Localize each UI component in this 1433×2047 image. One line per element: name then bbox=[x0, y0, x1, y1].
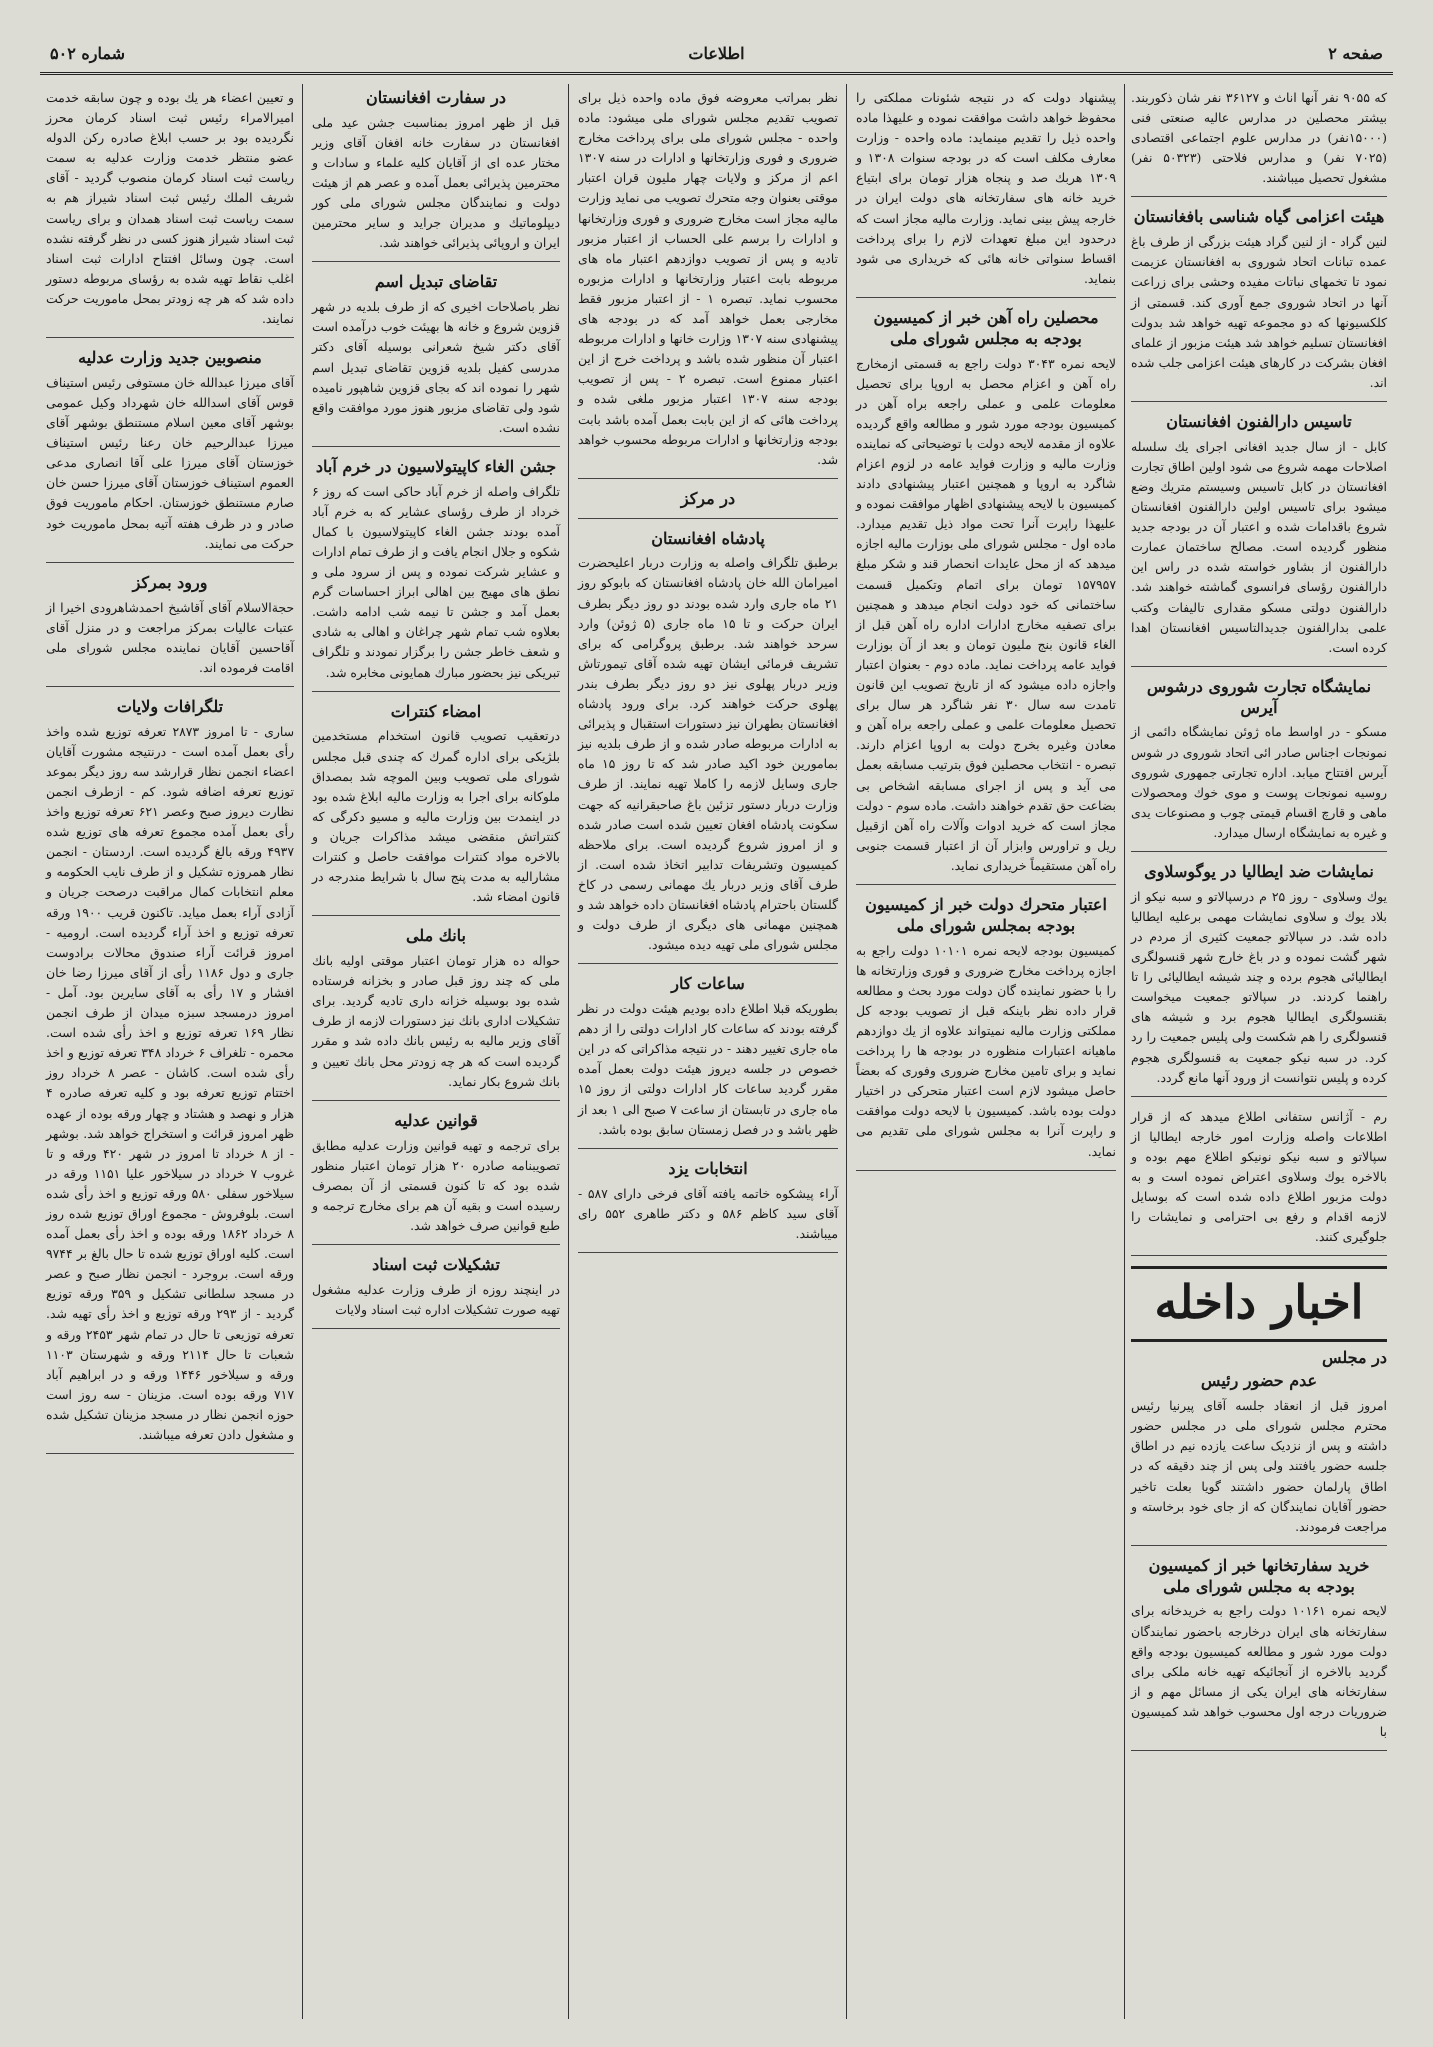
article bbox=[1131, 677, 1387, 852]
article-headline: عدم حضور رئیس bbox=[1200, 1371, 1318, 1391]
article-headline: نمایشات ضد ایطالیا در یوگوسلاوی bbox=[1144, 862, 1374, 881]
article-body: لایحه نمره ۱۰۱۶۱ دولت راجع به خریدخانه برای سفارتخانه های ایران درخارجه باحضور نمایندگان دولت مورد شور و مطالعه کمیسیون بودجه واقع گردید بالاخره از آنجائیکه تهیه خانه ملکی برای سفارتخانه های ایران یکی از مسائل مهم و از ضروریات درجه اول محسوب خواهد شد کمیسیون با bbox=[1131, 1603, 1387, 1739]
article-separator bbox=[312, 1244, 560, 1245]
article-headline: جشن الغاء کاپیتولاسیون در خرم آباد bbox=[315, 456, 557, 476]
article-body: برای ترجمه و تهیه قوانین وزارت عدلیه مطابق تصویبنامه صادره ۲۰ هزار تومان اعتبار منظور شده بود که تا کنون قسمتی از آن بمصرف رسیده است و بقیه آن هم برای مخارج ترجمه و طبع قوانین صرف خواهد شد. bbox=[312, 1137, 560, 1233]
article bbox=[578, 974, 838, 1148]
article-body: حجةالاسلام آقای آقاشیخ احمدشاهرودی اخیرا از عتبات عالیات بمرکز مراجعت و در منزل آقای آقاحسین آقایان نماینده مجلس شورای ملی اقامت فرموده اند. bbox=[46, 599, 294, 675]
article-body: پیشنهاد دولت که در نتیجه شئونات مملکتی را محفوظ خواهد داشت موافقت نموده و علیهذا ماده واحده ذیل را تقدیم مینماید: ماده واحده - وزارت معارف مکلف است که در بودجه سنوات ۱۳۰۸ و ۱۳۰۹ هربك صد و پنجاه هزار تومان برای ابتیاع خرید خانه های سفارتخانه های دولت ایران در خارجه پیش بینی نماید. وزارت مالیه مجاز است که درحدود این مبلغ تعهدات لازم را برای پرداخت اقساط سنواتی خانه هائی که خریداری می شود بنماید. bbox=[856, 90, 1116, 286]
article-body: تلگراف واصله از خرم آباد حاکی است که روز ۶ خرداد از طرف رؤسای عشایر که به خرم آباد آمده بودند جشن الغاء کاپیتولاسیون با کمال شکوه و جلال انجام یافت و از طرف تمام ادارات و عشایر شرکت نموده و پس از سرود ملی و نطق های مهیج بین اهالی ابراز احساسات گرم بعمل آمد و جشن تا نیمه شب ادامه داشت. بعلاوه شب تمام شهر چراغان و اهالی به شادی و شعف خاطر جشن را برگزار نمودند و تلگراف تبریکی نیز بحضور مبارك همایونی مخابره شد. bbox=[312, 483, 560, 680]
column-3 bbox=[572, 84, 844, 2019]
article bbox=[856, 88, 1116, 298]
article bbox=[312, 88, 560, 262]
article-body: حواله ده هزار تومان اعتبار موقتی اولیه بانك ملی که چند روز قبل صادر و بخزانه فرستاده شده بود بوسیله خزانه داری تادیه گردید. برای تشکیلات اداری بانك نیز دستورات لازمه از طرف آقای وزیر مالیه به رئیس بانك داده شد و مقرر گردیده است که هر چه زودتر محل بانك تعیین و بانك شروع بکار نماید. bbox=[312, 953, 560, 1089]
article bbox=[312, 1255, 560, 1329]
article-body: امروز قبل از انعقاد جلسه آقای پیرنیا رئیس محترم مجلس شورای ملی در مجلس حضور داشته و پس از نزدیک ساعت یازده نیم در اطاق جلسه حضور یافتند ولی پس از چند دقیقه که در اطاق پارلمان حضور داشتند گویا بعلت تاخیر حضور آقایان نمایندگان که از جای خود برخاسته و مراجعت فرمودند. bbox=[1131, 1398, 1387, 1534]
article-separator bbox=[578, 1252, 838, 1253]
article-headline: اعتبار متحرك دولت خبر از کمیسیون بودجه بمجلس شورای ملی bbox=[865, 894, 1107, 935]
article-separator bbox=[1131, 1545, 1387, 1546]
article bbox=[312, 457, 560, 692]
article-separator bbox=[1131, 851, 1387, 852]
section-label: در مجلس bbox=[1321, 1348, 1387, 1368]
article-separator bbox=[1131, 1096, 1387, 1097]
column-divider bbox=[568, 84, 569, 2019]
article-headline: در سفارت افغانستان bbox=[365, 88, 507, 107]
article-headline: تقاضای تبدیل اسم bbox=[374, 272, 498, 292]
article-body: قبل از ظهر امروز بمناسبت جشن عید ملی افغانستان در سفارت خانه افغان آقای وزیر مختار عده ای از آقایان کلیه علماء و سادات و محترمین پذیرائی بعمل آمده و عصر هم از هیئت دولت و نمایندگان مجلس شورای ملی کور دیپلوماتیك و مدیران جراید و سایر محترمین ایران و اروپائی پذیرائی خواهند شد. bbox=[312, 114, 560, 251]
article-headline: نمایشگاه تجارت شوروی درشوس آیرس bbox=[1146, 676, 1372, 717]
column-divider bbox=[302, 84, 303, 2019]
article bbox=[46, 697, 294, 1454]
article-separator bbox=[46, 337, 294, 338]
column-divider bbox=[846, 84, 847, 2019]
article-separator bbox=[312, 915, 560, 916]
article bbox=[312, 702, 560, 917]
article-separator bbox=[856, 884, 1116, 885]
article bbox=[1131, 207, 1387, 402]
article-separator bbox=[856, 297, 1116, 298]
article-body: بطوریکه قبلا اطلاع داده بودیم هیئت دولت در نظر گرفته بودند که ساعات کار ادارات دولتی را از دهم ماه جاری تغییر دهند - در نتیجه مذاکراتی که در این خصوص در جلسه دیروز هیئت دولت بعمل آمده مقرر گردید ساعات کار ادارات دولتی از روز ۱۵ ماه جاری در تابستان از ساعت ۷ صبح الی ۱ بعد از ظهر باشد و در فصل زمستان سابق بوده باشد. bbox=[578, 1001, 839, 1137]
article-body: درتعقیب تصویب قانون استخدام مستخدمین بلژیکی برای اداره گمرك که چندی قبل مجلس شورای ملی تصویب وبین الموچه شد بمصداق ملوکانه برای اجرا به وزارت مالیه ابلاغ شده بود در اینمدت بین وزارت مالیه و مسیو دکرگی که کنتراتش منقضی میشد مذاکرات جریان و بالاخره مواد کنترات موافقت حاصل و کنترات مشارالیه به مدت پنج سال با شرایط مندرجه در قانون امضاء شد. bbox=[312, 728, 560, 905]
article-separator bbox=[1131, 1255, 1387, 1256]
article-separator bbox=[1131, 1750, 1387, 1751]
article-separator bbox=[312, 261, 560, 262]
article-headline: پادشاه افغانستان bbox=[651, 528, 765, 548]
page-number: صفحه ۲ bbox=[1328, 44, 1383, 63]
section-banner: اخبار داخله bbox=[1131, 1266, 1387, 1342]
article-headline: تشکیلات ثبت اسناد bbox=[372, 1255, 500, 1274]
article-separator bbox=[578, 518, 838, 519]
article-body: آراء پیشکوه خاتمه یافته آقای فرخی دارای ۵۸۷ - آقای سید کاظم ۵۸۶ و دکتر طاهری ۵۵۲ رای میباشند. bbox=[578, 1185, 838, 1241]
article-body: یوك وسلاوی - روز ۲۵ م درسپالاتو و سبه نیکو از بلاد یوك و سلاوی نمایشات مهمی برعلیه ایطالیا داده شد. در سپالاتو جمعیت کثیری از مردم در شهر گشت نموده و در باغ خارج شهر قنسولگری ایطالیائی هجوم برده و چند شیشه ایطالیائی را تا راهنما کردند. در سپالاتو جمعیت میخواست بقنسولگری ایطالیا هجوم برد و شیشه های قنسولگری را هم شکست ولی پلیس جمعیت را رد کرد. در سبه نیکو جمعیت به قنسولگری هجوم کرده و پلیس نتوانست از ورود آنها مانع گردد. bbox=[1131, 888, 1387, 1085]
article-separator bbox=[46, 1453, 294, 1454]
article-separator bbox=[1131, 401, 1387, 402]
article-body: کمیسیون بودجه لایحه نمره ۱۰۱۰۱ دولت راجع به اجازه پرداخت مخارج ضروری و فوری وزارتخانه ها را با حضور نماینده گان دولت مورد بحث و مطالعه قرار داده نظر باینکه قبل از تصویب بودجه کل مملکتی وزارت مالیه نمیتواند علاوه از یك دوازدهم ماهیانه اعتبارات منظوره در بودجه ها را پرداخت نماید و برای تامین مخارج ضروری وفوری که بعضاً حاصل میشود لازم است اعتبار متحرکی در اختیار دولت بوده باشد. کمیسیون با لایحه دولت موافقت و راپرت آنرا به مجلس شورای ملی تقدیم می نماید. bbox=[856, 942, 1116, 1159]
article-body: لنین گراد - از لنین گراد هیئت بزرگی از طرف باغ عمده تبانات اتحاد شوروی به افغانستان عزیمت نمود تا تخمهای نباتات مفیده وحشی برای زراعت آنها در اتحاد شوروی جمع آوری کند. قسمتی از کلکسیونها که دو مجموعه تهیه خواهد شد بدولت افغانستان تسلیم خواهد شد هیئت مزبور از علمای افغان بشرکت در کارهای هیئت اعزامی جلب شده اند. bbox=[1131, 234, 1387, 390]
article bbox=[856, 308, 1116, 885]
article-separator bbox=[578, 963, 838, 964]
article bbox=[1131, 412, 1387, 667]
article-headline: محصلین راه آهن خبر از کمیسیون بودجه به مجلس شورای ملی bbox=[873, 307, 1099, 348]
article-headline: خرید سفارتخانها خبر از کمیسیون بودجه به مجلس شورای ملی bbox=[1148, 1555, 1370, 1596]
article-headline: ساعات کار bbox=[671, 974, 745, 994]
article-separator bbox=[312, 1100, 560, 1101]
article bbox=[46, 348, 294, 563]
article-separator bbox=[856, 1170, 1116, 1171]
article-body: رم - آژانس ستفانی اطلاع میدهد که از قرار اطلاعات واصله وزارت امور خارجه ایطالیا از سپالاتو و سبه نیکو نونیکو اطلاع مهم بوده و بالاخره یوك وسلاوی اعتراض نموده است و به دولت مزبور اطلاع داده شده است که بوسایل لازمه اقدام و رفع بی احترامی و نمایشات را جلوگیری کنند. bbox=[1131, 1108, 1387, 1245]
article-headline: در مرکز bbox=[680, 488, 736, 508]
article-body: و تعیین اعضاء هر یك بوده و چون سابقه خدمت امیرالامراء رئیس ثبت اسناد کرمان محرز نگردیده بود بر حسب ابلاغ صادره رکن الدوله عضو منتظر خدمت وزارت عدلیه به سمت ریاست ثبت اسناد کرمان منصوب گردید - آقای شریف الملك رئیس ثبت اسناد شیراز هم به سمت ریاست ثبت اسناد همدان و برای ریاست ثبت اسناد شیراز هنوز کسی در نظر گرفته نشده است. چون وسائل افتتاح ادارات ثبت اسناد اغلب نقاط تهیه شده به رؤسای مربوطه دستور داده شد که هر چه زودتر بمحل ماموریت حرکت نمایند. bbox=[46, 90, 294, 327]
article-separator bbox=[578, 1148, 838, 1149]
article bbox=[1131, 1107, 1387, 1257]
article-body: در اینچند روزه از طرف وزارت عدلیه مشغول تهیه صورت تشکیلات اداره ثبت اسناد ولایات bbox=[312, 1281, 560, 1317]
article-body: نظر بمراتب معروضه فوق ماده واحده ذیل برای تصویب تقدیم مجلس شورای ملی میشود: ماده واحده - مجلس شورای ملی برای پرداخت مخارج ضروری و فوری وزارتخانها و ادارات در سنه ۱۳۰۷ اعم از مرکز و ولایات چهار ملیون قران اعتبار موقتی بعنوان وجه متحرك تصویب می نماید وزارت مالیه مجاز است مخارج ضروری و فوری وزارتخانها و ادارات را برسم علی الحساب از اعتبار مزبور تادیه و پس از تصویب دوازدهم اعتبار ماه های مربوطه بابت اعتبار وزارتخانها و ادارات مزبوره محسوب نماید. تبصره ۱ - از اعتبار مزبور فقط مخارجی بعمل خواهد آمد که در بودجه های پیشنهادی سنه ۱۳۰۷ وزارت خانها و ادارات مربوطه اعتبار آن منظور شده باشد و پرداخت خرج از این اعتبار ممنوع است. تبصره ۲ - پس از تصویب بودجه سنه ۱۳۰۷ اعتبار مزبور ملغی شده و پرداخت هائی که از این بابت بعمل آمده باشد بابت بودجه وزارتخانها و ادارات مربوطه محسوب خواهد شد. bbox=[578, 90, 839, 467]
article bbox=[312, 1111, 560, 1245]
article bbox=[578, 489, 838, 519]
article bbox=[1131, 1556, 1387, 1751]
newspaper-name: اطلاعات bbox=[688, 44, 745, 63]
article-headline: امضاء کنترات bbox=[390, 701, 482, 721]
article bbox=[46, 88, 294, 338]
article-body: برطبق تلگراف واصله به وزارت دربار اعلیحضرت امیرامان الله خان پادشاه افغانستان که بابوکو روز ۲۱ ماه جاری وارد شده بودند دو روز دیگر بطرف ایران حرکت و تا ۱۵ ماه جاری (۵ ژوئن) وارد سرحد خواهند شد. برطبق پروگرامی که برای تشریف فرمائی ایشان تهیه شده آقای تیمورتاش وزیر دربار پهلوی نیز دو روز دیگر بطرف بندر پهلوی حرکت خواهند کرد. برای ورود پادشاه افغانستان بطهران نیز دستورات استقبال و پذیرائی به ادارات مربوطه صادر شده و از طرف بلدیه نیز بمامورین خود اکید صادر شد که تا روز ۱۵ ماه جاری وسایل لازمه را کاملا تهیه نمایند. از طرف وزارت دربار دستور تزئین باغ صاحبقرانیه که جهت سکونت پادشاه افغان تعیین شده است صادر شده و از امروز شروع گردیده است. برای ملاحظه کمیسیون وتشریفات تدابیر اتخاذ شده است. از طرف آقای وزیر دربار یك مهمانی رسمی در کاخ گلستان باحترام پادشاه افغانستان داده خواهد شد و همچنین مهمانی های دیگری از طرف دولت و مجلس شورای ملی تهیه دیده میشود. bbox=[578, 555, 839, 953]
issue-number: شماره ۵۰۲ bbox=[50, 44, 125, 63]
article bbox=[312, 926, 560, 1100]
article-separator bbox=[46, 562, 294, 563]
article-body: آقای میرزا عبدالله خان مستوفی رئیس استیناف قوس آقای اسدالله خان شهرداد وکیل عمومی بوشهر آقای معین اسلام مستنطق بوشهر آقای میرزا عبدالرحیم خان رعنا رئیس استیناف خوزستان آقای میرزا علی آقا انصاری مدعی العموم استیناف خوزستان آقای میرزا حسن خان صارم مستنطق خوزستان. احکام ماموریت فوق صادر و در ظرف هفته آتیه بمحل ماموریت خود حرکت می نمایند. bbox=[46, 374, 294, 551]
article-headline: انتخابات یزد bbox=[668, 1158, 748, 1178]
header-rule bbox=[40, 72, 1393, 75]
column-4 bbox=[306, 84, 566, 2019]
column-5 bbox=[40, 84, 300, 2019]
article bbox=[856, 895, 1116, 1171]
article bbox=[578, 1159, 838, 1253]
article-headline: هیئت اعزامی گیاه شناسی بافغانستان bbox=[1133, 207, 1385, 227]
article bbox=[578, 88, 838, 479]
article-headline: ورود بمرکز bbox=[132, 572, 208, 592]
article bbox=[1131, 862, 1387, 1097]
article-body: مسکو - در اواسط ماه ژوئن نمایشگاه دائمی از نمونجات اجناس صادر ائی اتحاد شوروی در شوس آیرس افتتاح میابد. اداره تجارتی جمهوری شوروی روسیه نمونجات پوست و موی خوك ومحصولات ماهی و قارچ اقسام قیمتی چوب و مصنوعات یدی و غیره به نمایشگاه ارسال میدارد. bbox=[1131, 724, 1387, 840]
article-body: نظر باصلاحات اخیری که از طرف بلدیه در شهر قزوین شروع و خانه ها بهیئت خوب درآمده است آقای دکتر شیخ شعرانی بوسیله آقای دکتر مدرسی کفیل بلدیه قزوین تقاضای تبدیل اسم شهر را نموده اند که بجای قزوین شاهپور نامیده شود ولی تقاضای مزبور هنوز مورد موافقت واقع نشده است. bbox=[312, 299, 560, 435]
article bbox=[1131, 1371, 1387, 1545]
article-headline: تلگرافات ولایات bbox=[116, 696, 224, 716]
article-headline: منصوبین جدید وزارت عدلیه bbox=[78, 348, 262, 368]
article bbox=[46, 573, 294, 687]
article-separator bbox=[312, 691, 560, 692]
article-headline: تاسیس دارالفنون افغانستان bbox=[1166, 412, 1352, 432]
article-body: ساری - تا امروز ۲۸۷۳ تعرفه توزیع شده واخذ رأی بعمل آمده است - درنتیجه مشورت آقایان اعضاء انجمن نظار قرارشد سه روز دیگر بموعد توزیع تعرفه اضافه شود. کم - ازطرف انجمن نظارت دیروز صبح وعصر ۶۲۱ تعرفه توزیع واخذ رأی بعمل آمده مجموع تعرفه های توزیع شده ۴۹۳۷ ورقه بالغ گردیده است. اردستان - انجمن نظار همروزه تشکیل و از طرف نایب الحکومه و معلم انتخابات کمال مراقبت درصحت جریان و آزادی آراء بعمل میاید. تاکنون قریب ۱۹۰۰ ورقه تعرفه توزیع و اخذ آراء گردیده است. ارومیه - امروز قرائت آراء صندوق محالات برادوست جاری و دول ۱۱۸۶ رأی از آقای میرزا رضا خان افشار و ۱۷ رأی به آقای سایرین بود. آمل - امروز درمسجد سبزه میدان از طرف انجمن نظار ۱۶۹ تعرفه توزیع و اخذ رأی شده است. محمره - تلغراف ۶ خرداد ۳۴۸ تعرفه توزیع و اخذ رأی شده است. کاشان - عصر ۸ خرداد روز اختتام توزیع تعرفه بود و کلیه تعرفه صادره ۴ هزار و نهصد و هشتاد و چهار ورقه بوده از عهده ظهر امروز قرائت و استخراج خواهد شد. بوشهر - از ۸ خرداد تا امروز در شهر ۴۲۰ ورقه و تا غروب ۷ خرداد در سیلاخور علیا ۱۱۵۱ ورقه در سیلاخور سفلی ۵۸۰ ورقه توزیع و اخذ رأی شده است. بلوفروش - مجموع اوراق توزیع شده روز ۸ خرداد ۱۸۶۲ ورقه بوده و اخذ رأی بعمل آمده است. کلیه اوراق توزیع شده تا حال بالغ بر ۹۷۴۴ ورقه است. بروجرد - انجمن نظار صبح و عصر در مسجد سلطانی تشکیل و ۳۵۹ ورقه توزیع گردید - از ۲۹۳ ورقه توزیع و اخذ رأی تهیه شد. تعرفه توزیعی تا حال در تمام شهر ۲۴۵۳ ورقه و شعبات تا حال ۲۱۱۴ ورقه و شهرستان ۱۱۰۳ ورقه و سیلاخور ۱۴۴۶ ورقه و در ابراهیم آباد ۷۱۷ ورقه بوده است. مزینان - سه روز است حوزه انجمن نظار در مسجد مزینان تشکیل شده و مشغول دادن تعرفه میباشند. bbox=[46, 723, 295, 1443]
article-separator bbox=[312, 446, 560, 447]
column-2 bbox=[850, 84, 1122, 2019]
column-1 bbox=[1125, 84, 1393, 2019]
article-separator bbox=[1131, 666, 1387, 667]
article-body: لایحه نمره ۳۰۴۳ دولت راجع به قسمتی ازمخارج راه آهن و اعزام محصل به اروپا برای تحصیل معلومات علمی و عملی راجعه براه آهن در کمیسیون بودجه مورد شور و مطالعه واقع گردیده علاوه از مقدمه لایحه دولت با توضیحاتی که نماینده وزارت مالیه و وزارت فواید عامه در لزوم اعزام شاگرد به اروپا و همچنین اعتبار پیشنهادی دادند کمیسیون با لایحه پیشنهادی اظهار موافقت نموده و علیهذا راپرت آنرا تحت مواد ذیل تقدیم میدارد. ماده اول - مجلس شورای ملی بوزارت مالیه اجازه میدهد که از محل عایدات انحصار قند و شکر مبلغ ۱۵۷۹۵۷ تومان برای اتمام وتکمیل قسمت ساختمانی که خود دولت انجام میدهد و همچنین برای تصفیه مخارج ادارات اداره راه آهن قبل از الغاء قانون بنج ملیون تومان و بعد از آن بوزارت فواید عامه پرداخت نماید. ماده دوم - بعنوان اعتبار واجازه داده میشود که از تاریخ تصویب این قانون تامدت سه سال ۳۰ نفر شاگرد هر سال برای تحصیل معلومات علمی و عملی راجعه براه آهن و معادن وغیره بخرج دولت به اروپا اعزام دارند. تبصره - انتخاب محصلین فوق بترتیب مسابقه بعمل می آید و پس از اجرای مسابقه اشخاص بی بضاعت حق تقدم خواهند داشت. ماده سوم - دولت مجاز است که خرید ادوات وآلات راه آهن ازقبیل ریل و تراورس وابزار آن از اعتبار قسمت جنوبی راه آهن مستقیماً خریداری نماید. bbox=[856, 355, 1116, 873]
article bbox=[578, 529, 838, 965]
page-header bbox=[40, 40, 1393, 70]
article-body: کابل - از سال جدید افغانی اجرای یك سلسله اصلاحات مهمه شروع می شود اولین اطاق تجارت افغانستان در کابل تاسیس وسیستم متریك وضع میشود برای تاسیس اولین دارالفنون افغانستان شروع باقدامات شده و اعتبار آن در بودجه جدید منظور گردیده است. مصالح ساختمان عمارت دارالفنون از بشاور خواسته شده در راس این دارالفنون رؤسای فرانسوی گماشته خواهند شد. دارالفنون دولتی مسکو مقداری تالیفات وکتب علمی بدارالفنون جدیدالتاسیس افغانستان اهدا کرده است. bbox=[1131, 438, 1387, 655]
article-body: که ۹۰۵۵ نفر آنها اناث و ۳۶۱۲۷ نفر شان ذکوربند. بیشتر محصلین در مدارس عالیه صنعتی فنی (۱۵۰۰۰نفر) در مدارس علوم اجتماعی اقتصادی (۷۰۲۵ نفر) و مدارس فلاحتی (۵۰۳۲۳ نفر) مشغول تحصیل میباشند. bbox=[1131, 90, 1388, 186]
article-separator bbox=[312, 1328, 560, 1329]
column-divider bbox=[1124, 84, 1125, 2019]
article-separator bbox=[46, 686, 294, 687]
article-headline: قوانین عدلیه bbox=[394, 1110, 478, 1130]
article-headline: بانك ملی bbox=[405, 926, 467, 946]
article-separator bbox=[578, 478, 838, 479]
article bbox=[312, 272, 560, 446]
article-separator bbox=[1131, 196, 1387, 197]
article bbox=[1131, 88, 1387, 197]
